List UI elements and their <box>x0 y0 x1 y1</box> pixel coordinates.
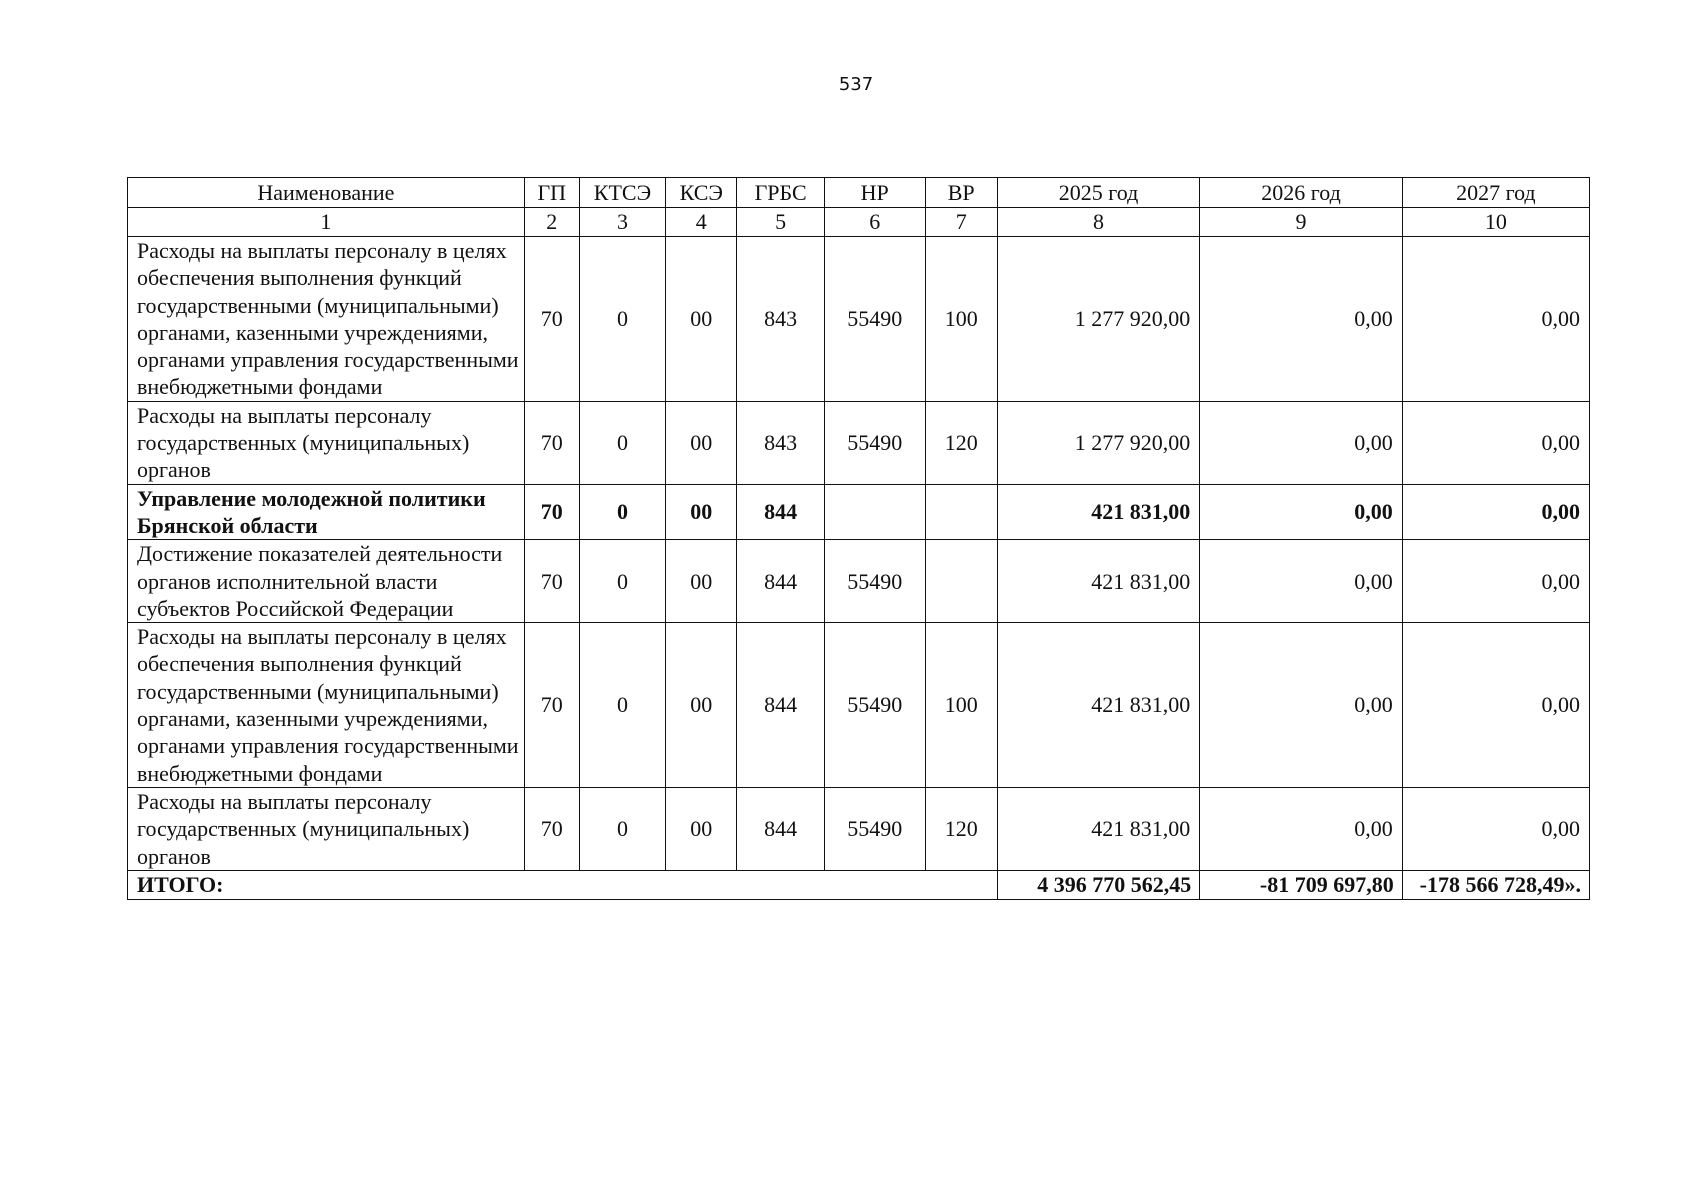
column-number: 5 <box>737 208 824 237</box>
row-vr: 120 <box>925 787 997 870</box>
total-amount-2026: -81 709 697,80 <box>1200 870 1402 899</box>
row-gp: 70 <box>524 237 579 402</box>
row-grbs: 844 <box>737 787 824 870</box>
table-body <box>128 208 1590 900</box>
total-row <box>128 870 1590 899</box>
header-2025: 2025 год <box>997 178 1199 208</box>
row-amount-2026: 0,00 <box>1200 401 1402 484</box>
row-vr <box>925 484 997 540</box>
column-number: 4 <box>666 208 737 237</box>
column-number: 10 <box>1402 208 1589 237</box>
row-name: Расходы на выплаты персоналу государственных (муниципальных) органов <box>128 401 525 484</box>
header-nr: НР <box>824 178 925 208</box>
total-amount-2027: -178 566 728,49». <box>1402 870 1589 899</box>
table-row-section <box>128 484 1590 540</box>
row-amount-2025: 421 831,00 <box>997 787 1199 870</box>
total-blank-cell <box>666 870 737 899</box>
row-amount-2027: 0,00 <box>1402 540 1589 623</box>
total-blank-cell <box>737 870 824 899</box>
row-ktse: 0 <box>579 484 665 540</box>
row-kse: 00 <box>666 237 737 402</box>
header-row <box>128 178 1590 208</box>
row-amount-2027: 0,00 <box>1402 484 1589 540</box>
row-name: Расходы на выплаты персоналу в целях обеспечения выполнения функций государственными (муниципальными) органами, казенными учреждениями, органами управления государственными внебюджетными фондами <box>128 623 525 788</box>
row-vr: 120 <box>925 401 997 484</box>
row-amount-2025: 421 831,00 <box>997 540 1199 623</box>
budget-table <box>127 177 1590 900</box>
header-kse: КСЭ <box>666 178 737 208</box>
row-amount-2026: 0,00 <box>1200 623 1402 788</box>
header-name: Наименование <box>128 178 525 208</box>
row-grbs: 844 <box>737 540 824 623</box>
row-amount-2027: 0,00 <box>1402 401 1589 484</box>
column-number-row <box>128 208 1590 237</box>
row-amount-2027: 0,00 <box>1402 787 1589 870</box>
page-number: 537 <box>838 74 874 95</box>
row-ktse: 0 <box>579 787 665 870</box>
total-label: ИТОГО: <box>128 870 525 899</box>
table-row <box>128 540 1590 623</box>
row-amount-2026: 0,00 <box>1200 484 1402 540</box>
row-amount-2026: 0,00 <box>1200 787 1402 870</box>
row-kse: 00 <box>666 540 737 623</box>
column-number: 6 <box>824 208 925 237</box>
row-kse: 00 <box>666 787 737 870</box>
row-name: Расходы на выплаты персоналу в целях обеспечения выполнения функций государственными (муниципальными) органами, казенными учреждениями, органами управления государственными внебюджетными фондами <box>128 237 525 402</box>
row-vr: 100 <box>925 237 997 402</box>
row-amount-2027: 0,00 <box>1402 623 1589 788</box>
row-kse: 00 <box>666 623 737 788</box>
row-amount-2025: 421 831,00 <box>997 484 1199 540</box>
row-amount-2026: 0,00 <box>1200 540 1402 623</box>
column-number: 7 <box>925 208 997 237</box>
table-row <box>128 787 1590 870</box>
column-number: 8 <box>997 208 1199 237</box>
table-header <box>128 178 1590 208</box>
total-blank-cell <box>524 870 579 899</box>
table-row <box>128 237 1590 402</box>
row-vr: 100 <box>925 623 997 788</box>
header-grbs: ГРБС <box>737 178 824 208</box>
total-amount-2025: 4 396 770 562,45 <box>997 870 1199 899</box>
row-amount-2025: 1 277 920,00 <box>997 237 1199 402</box>
row-gp: 70 <box>524 623 579 788</box>
row-amount-2027: 0,00 <box>1402 237 1589 402</box>
row-name: Достижение показателей деятельности органов исполнительной власти субъектов Российской Федерации <box>128 540 525 623</box>
row-ktse: 0 <box>579 237 665 402</box>
total-blank-cell <box>579 870 665 899</box>
table-row <box>128 623 1590 788</box>
row-nr: 55490 <box>824 623 925 788</box>
row-name: Расходы на выплаты персоналу государственных (муниципальных) органов <box>128 787 525 870</box>
row-nr <box>824 484 925 540</box>
header-vr: ВР <box>925 178 997 208</box>
row-nr: 55490 <box>824 237 925 402</box>
row-grbs: 843 <box>737 237 824 402</box>
header-gp: ГП <box>524 178 579 208</box>
row-ktse: 0 <box>579 623 665 788</box>
column-number: 3 <box>579 208 665 237</box>
row-kse: 00 <box>666 401 737 484</box>
row-name: Управление молодежной политики Брянской области <box>128 484 525 540</box>
header-2026: 2026 год <box>1200 178 1402 208</box>
row-kse: 00 <box>666 484 737 540</box>
row-gp: 70 <box>524 484 579 540</box>
row-ktse: 0 <box>579 540 665 623</box>
column-number: 1 <box>128 208 525 237</box>
row-gp: 70 <box>524 401 579 484</box>
table-row <box>128 401 1590 484</box>
row-amount-2025: 1 277 920,00 <box>997 401 1199 484</box>
row-grbs: 843 <box>737 401 824 484</box>
total-blank-cell <box>925 870 997 899</box>
row-nr: 55490 <box>824 787 925 870</box>
row-amount-2025: 421 831,00 <box>997 623 1199 788</box>
row-ktse: 0 <box>579 401 665 484</box>
row-nr: 55490 <box>824 540 925 623</box>
row-nr: 55490 <box>824 401 925 484</box>
row-grbs: 844 <box>737 623 824 788</box>
row-amount-2026: 0,00 <box>1200 237 1402 402</box>
header-ktse: КТСЭ <box>579 178 665 208</box>
row-gp: 70 <box>524 787 579 870</box>
total-blank-cell <box>824 870 925 899</box>
row-gp: 70 <box>524 540 579 623</box>
column-number: 9 <box>1200 208 1402 237</box>
row-grbs: 844 <box>737 484 824 540</box>
row-vr <box>925 540 997 623</box>
header-2027: 2027 год <box>1402 178 1589 208</box>
column-number: 2 <box>524 208 579 237</box>
